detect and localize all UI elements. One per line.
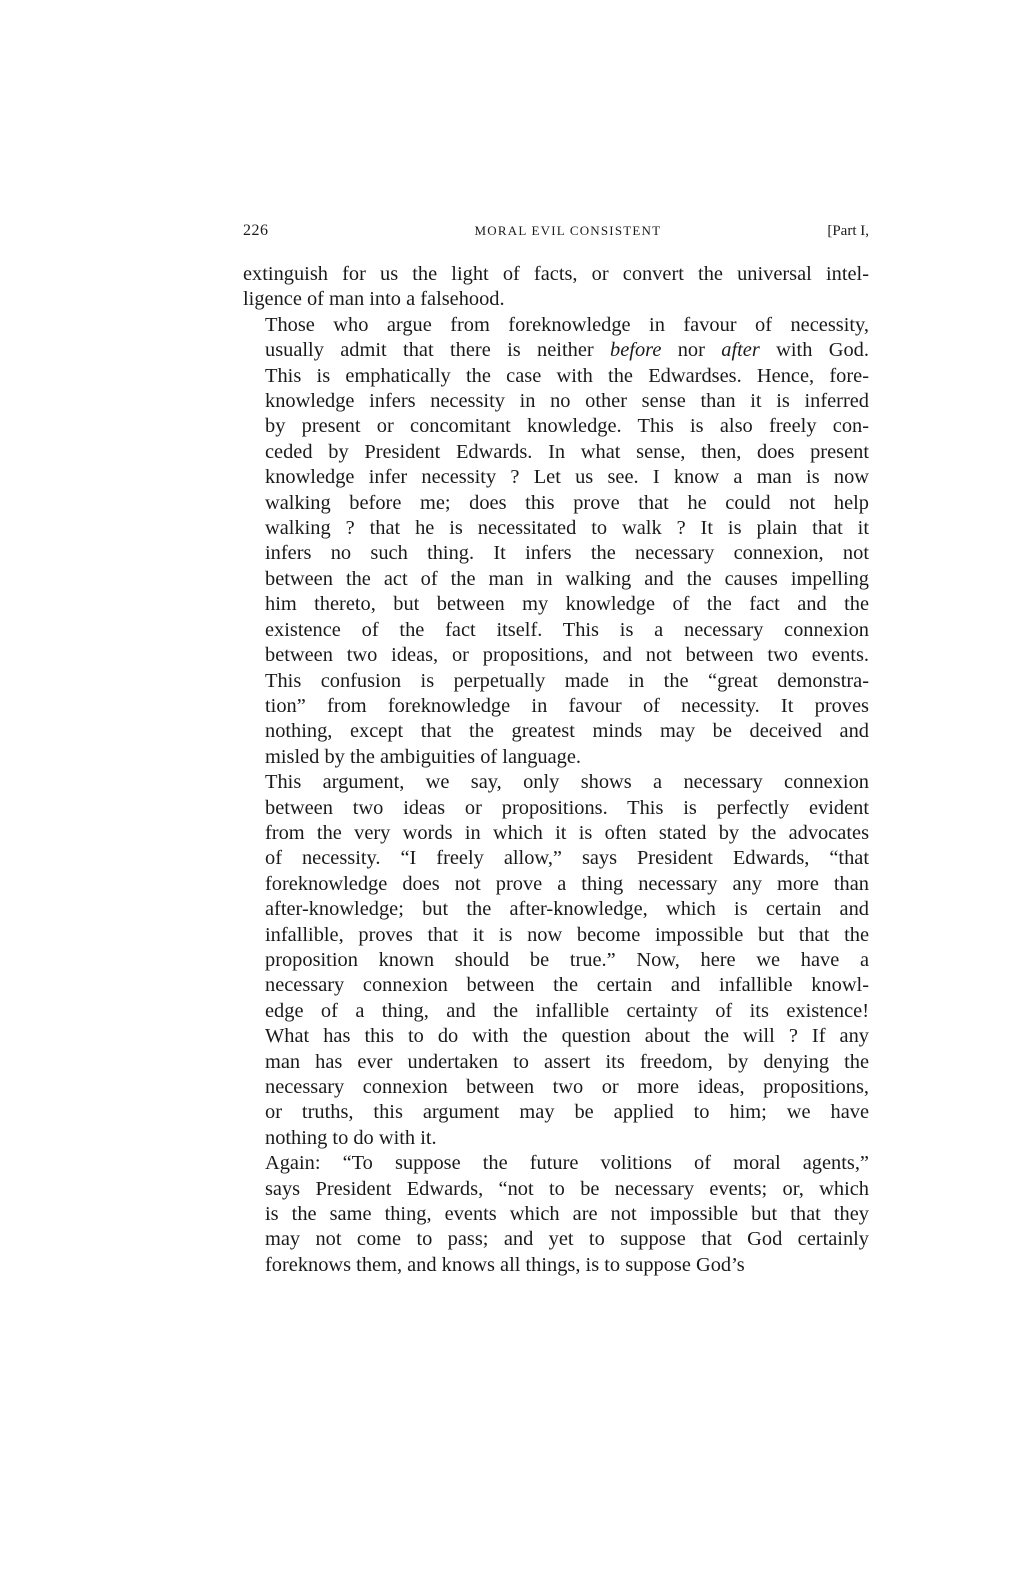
text-line: walking before me; does this prove that he could not help xyxy=(265,491,869,514)
text-line: ceded by President Edwards. In what sense, then, does present xyxy=(265,440,869,463)
text-line: tion” from foreknowledge in favour of necessity. It proves xyxy=(265,694,869,717)
page-number: 226 xyxy=(243,222,269,239)
text-line: says President Edwards, “not to be necessary events; or, which xyxy=(265,1177,869,1200)
text-line: between the act of the man in walking and the causes impelling xyxy=(265,567,869,590)
book-page xyxy=(243,222,869,1278)
text-line: by present or concomitant knowledge. This is also freely con- xyxy=(265,415,869,438)
text-line: nothing to do with it. xyxy=(265,1126,437,1149)
text-line: extinguish for us the light of facts, or convert the universal intel- xyxy=(243,263,869,285)
paragraph xyxy=(243,262,869,313)
running-title: MORAL EVIL CONSISTENT xyxy=(474,223,662,238)
paragraph xyxy=(243,1151,869,1278)
italic-text: before xyxy=(610,339,662,362)
italic-text: after xyxy=(721,339,760,362)
paragraph xyxy=(243,313,869,770)
text-line: necessary connexion between the certain and infallible knowl- xyxy=(265,974,869,997)
text-line: may not come to pass; and yet to suppose that God certainly xyxy=(265,1228,869,1251)
text-line: This argument, we say, only shows a necessary connexion xyxy=(265,771,869,794)
paragraph xyxy=(243,770,869,1151)
part-label: [Part I, xyxy=(827,223,869,239)
text-line: between two ideas, or propositions, and not between two events. xyxy=(265,644,869,667)
text-line: necessary connexion between two or more ideas, propositions, xyxy=(265,1076,869,1098)
text-line: from the very words in which it is often stated by the advocates xyxy=(265,821,869,844)
text-line: What has this to do with the question about the will ? If any xyxy=(265,1025,869,1048)
text-line: Those who argue from foreknowledge in favour of necessity, xyxy=(265,313,869,336)
text-line: Again: “To suppose the future volitions of moral agents,” xyxy=(265,1152,869,1175)
text-line: foreknows them, and knows all things, is to suppose God’s xyxy=(265,1253,745,1276)
text-line: knowledge infers necessity in no other sense than it is inferred xyxy=(265,390,869,413)
text-line: This confusion is perpetually made in the “great demonstra- xyxy=(265,669,869,692)
running-head xyxy=(243,222,869,246)
text-line: edge of a thing, and the infallible certainty of its existence! xyxy=(265,999,869,1022)
text-line: infers no such thing. It infers the necessary connexion, not xyxy=(265,542,869,565)
text-line: walking ? that he is necessitated to walk ? It is plain that it xyxy=(265,517,869,540)
text-line: nothing, except that the greatest minds may be deceived and xyxy=(265,720,869,743)
text-line: infallible, proves that it is now become impossible but that the xyxy=(265,923,869,946)
text-line: proposition known should be true.” Now, here we have a xyxy=(265,948,869,971)
text-line: This is emphatically the case with the Edwardses. Hence, fore- xyxy=(265,364,869,387)
text-line: of necessity. “I freely allow,” says President Edwards, “that xyxy=(265,847,869,870)
text-line: between two ideas or propositions. This is perfectly evident xyxy=(265,796,869,819)
text-line: him thereto, but between my knowledge of the fact and the xyxy=(265,593,869,616)
text-line: man has ever undertaken to assert its freedom, by denying the xyxy=(265,1050,869,1073)
text-line: ligence of man into a falsehood. xyxy=(243,288,505,311)
text-line: is the same thing, events which are not impossible but that they xyxy=(265,1203,869,1226)
text-line: knowledge infer necessity ? Let us see. I know a man is now xyxy=(265,466,869,489)
text-line: existence of the fact itself. This is a necessary connexion xyxy=(265,618,869,641)
text-line: after-knowledge; but the after-knowledge, which is certain and xyxy=(265,898,869,921)
text-line: usually admit that there is neither before nor after with God. xyxy=(265,339,869,362)
text-line: or truths, this argument may be applied to him; we have xyxy=(265,1101,869,1124)
text-line: misled by the ambiguities of language. xyxy=(265,745,581,768)
body-text xyxy=(243,262,869,1278)
text-line: foreknowledge does not prove a thing necessary any more than xyxy=(265,872,869,895)
